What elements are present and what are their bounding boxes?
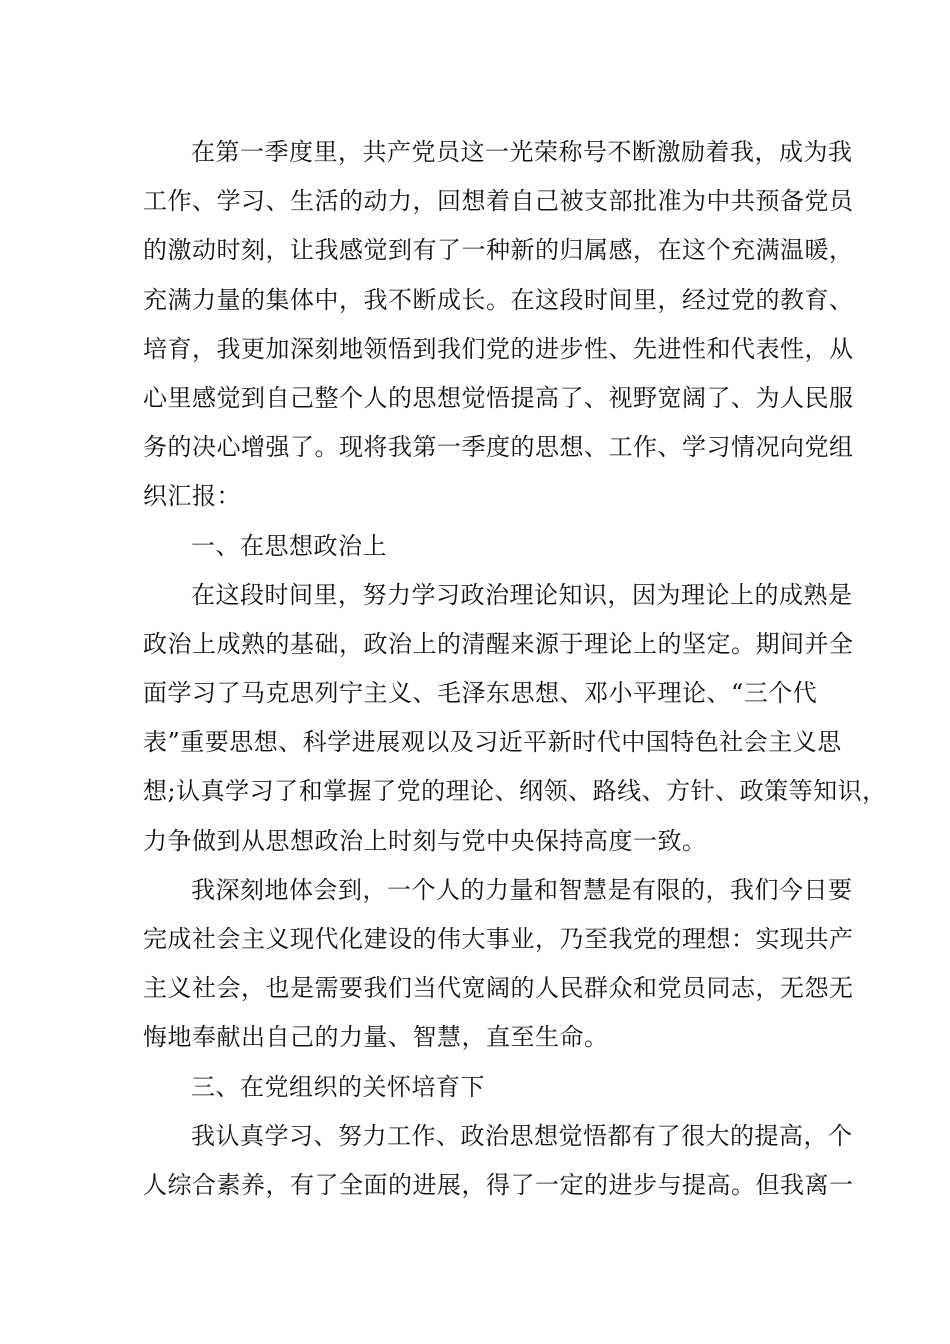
paragraph-line: 充满力量的集体中，我不断成长。在这段时间里，经过党的教育、 [143, 285, 854, 314]
paragraph-line: 心里感觉到自己整个人的思想觉悟提高了、视野宽阔了、为人民服 [143, 383, 854, 412]
paragraph-line: 工作、学习、生活的动力，回想着自己被支部批准为中共预备党员 [143, 187, 854, 216]
paragraph-line: 主义社会，也是需要我们当代宽阔的人民群众和党员同志，无怨无 [143, 974, 854, 1003]
paragraph-line: 完成社会主义现代化建设的伟大事业，乃至我党的理想：实现共产 [143, 925, 854, 953]
report-body [143, 128, 887, 1210]
paragraph-line: 务的决心增强了。现将我第一季度的思想、工作、学习情况向党组 [143, 433, 854, 462]
paragraph-line: 政治上成熟的基础，政治上的清醒来源于理论上的坚定。期间并全 [143, 629, 854, 658]
paragraph-line: 我深刻地体会到，一个人的力量和智慧是有限的，我们今日要 [191, 875, 853, 904]
paragraph-line: 表”重要思想、科学进展观以及习近平新时代中国特色社会主义思 [143, 728, 842, 757]
paragraph-line: 的激动时刻，让我感觉到有了一种新的归属感，在这个充满温暖， [143, 236, 854, 265]
paragraph-line: 悔地奉献出自己的力量、智慧，直至生命。 [143, 1023, 609, 1052]
paragraph-line: 在这段时间里，努力学习政治理论知识，因为理论上的成熟是 [191, 580, 853, 609]
paragraph-line: 力争做到从思想政治上时刻与党中央保持高度一致。 [143, 826, 707, 855]
section-heading: 三、在党组织的关怀培育下 [191, 1072, 485, 1101]
section-heading: 一、在思想政治上 [191, 531, 387, 560]
paragraph-line: 织汇报： [143, 482, 241, 511]
paragraph-line: 培育，我更加深刻地领悟到我们党的进步性、先进性和代表性，从 [143, 334, 854, 363]
paragraph-line: 在第一季度里，共产党员这一光荣称号不断激励着我，成为我 [191, 138, 853, 166]
paragraph-line: 想;认真学习了和掌握了党的理论、纲领、路线、方针、政策等知识， [143, 777, 887, 806]
paragraph-line: 面学习了马克思列宁主义、毛泽东思想、邓小平理论、“三个代 [143, 679, 818, 708]
paragraph-line: 人综合素养，有了全面的进展，得了一定的进步与提高。但我离一 [143, 1170, 854, 1199]
paragraph-line: 我认真学习、努力工作、政治思想觉悟都有了很大的提高，个 [191, 1121, 853, 1150]
